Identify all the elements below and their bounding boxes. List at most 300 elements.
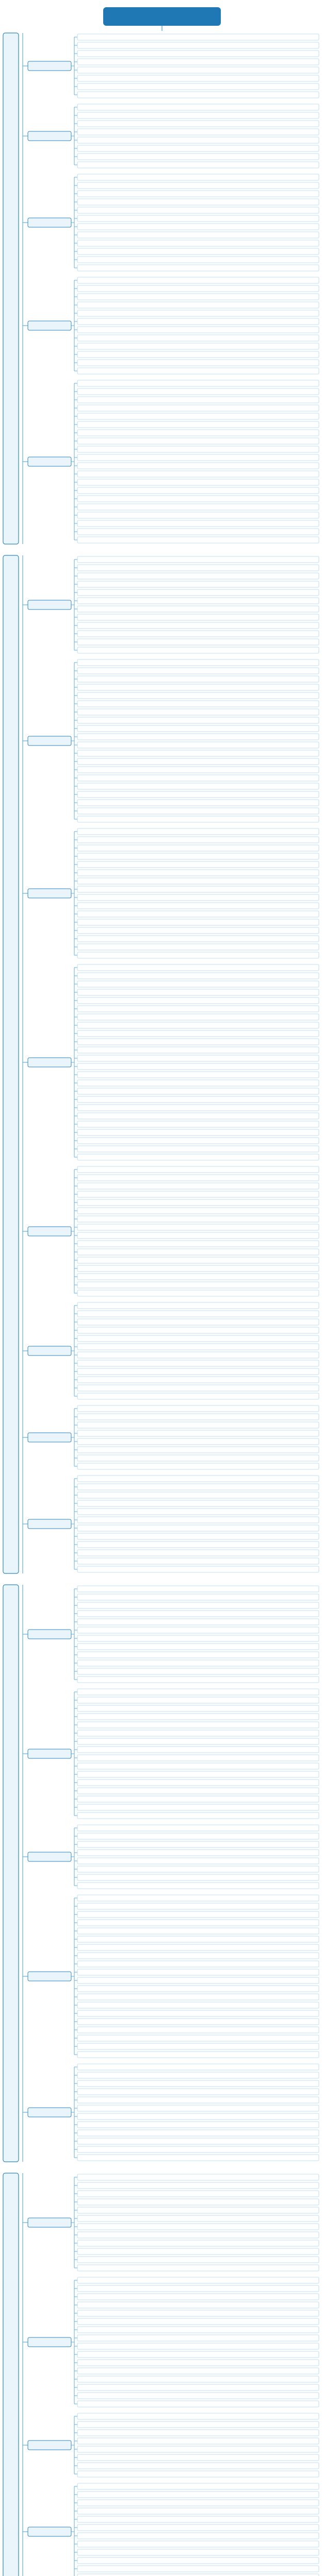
group-2-0 (23, 1586, 319, 1683)
leaf-node (77, 2351, 319, 2358)
leaf-node (77, 1302, 319, 1309)
leaf-node (77, 2097, 319, 2103)
leaf-node (77, 162, 319, 168)
leaf-node (77, 684, 319, 690)
leaf-node (77, 1274, 319, 1280)
leaf-node (77, 2240, 319, 2246)
leaf-node (77, 1841, 319, 1848)
leaf-node (77, 573, 319, 579)
group-0-2 (23, 174, 319, 271)
group-box (28, 600, 71, 609)
leaf-node (77, 589, 319, 596)
leaf-node (77, 2483, 319, 2489)
leaf-node (77, 919, 319, 925)
leaf-node (77, 240, 319, 246)
leaf-node (77, 67, 319, 73)
leaf-node (77, 1096, 319, 1103)
group-1-5 (23, 1302, 319, 1399)
leaf-node (77, 1911, 319, 1918)
leaf-node (77, 581, 319, 587)
group-box (28, 2108, 71, 2117)
leaf-node (77, 405, 319, 411)
leaf-node (77, 2232, 319, 2238)
leaf-node (77, 647, 319, 653)
leaf-node (77, 808, 319, 814)
leaf-node (77, 1920, 319, 1926)
leaf-node (77, 1327, 319, 1333)
leaf-node (77, 421, 319, 428)
group-box (28, 2218, 71, 2227)
leaf-node (77, 911, 319, 917)
leaf-node (77, 2492, 319, 2498)
leaf-node (77, 2401, 319, 2407)
leaf-node (77, 1895, 319, 1901)
group-box (28, 1058, 71, 1067)
group-3-1 (23, 2277, 319, 2407)
leaf-node (77, 2027, 319, 2033)
leaf-node (77, 1175, 319, 1181)
leaf-node (77, 1825, 319, 1831)
group-box (28, 889, 71, 898)
leaf-node (77, 310, 319, 316)
group-box (28, 2527, 71, 2536)
group-box (28, 1749, 71, 1758)
leaf-node (77, 454, 319, 461)
leaf-node (77, 446, 319, 452)
leaf-node (77, 936, 319, 942)
leaf-node (77, 2335, 319, 2341)
group-box (28, 131, 71, 141)
leaf-node (77, 327, 319, 333)
leaf-node (77, 2064, 319, 2070)
leaf-node (77, 215, 319, 222)
leaf-node (77, 878, 319, 884)
leaf-node (77, 2019, 319, 2025)
leaf-node (77, 154, 319, 160)
leaf-node (77, 2393, 319, 2399)
group-box (28, 1346, 71, 1355)
leaf-node (77, 1377, 319, 1383)
group-0-0 (23, 34, 319, 98)
leaf-node (77, 1166, 319, 1173)
leaf-node (77, 2413, 319, 2419)
leaf-node (77, 1928, 319, 1934)
leaf-node (77, 1533, 319, 1539)
section-box (3, 555, 19, 1573)
leaf-node (77, 1676, 319, 1683)
leaf-node (77, 487, 319, 494)
leaf-node (77, 1138, 319, 1144)
leaf-node (77, 2360, 319, 2366)
group-0-4 (23, 380, 319, 543)
leaf-node (77, 191, 319, 197)
leaf-node (77, 112, 319, 118)
leaf-node (77, 2248, 319, 2255)
leaf-node (77, 606, 319, 612)
leaf-node (77, 1763, 319, 1769)
leaf-node (77, 1627, 319, 1633)
leaf-node (77, 1635, 319, 1641)
leaf-node (77, 2294, 319, 2300)
leaf-node (77, 1055, 319, 1061)
leaf-node (77, 2257, 319, 2263)
leaf-node (77, 2454, 319, 2461)
leaf-node (77, 1072, 319, 1078)
leaf-node (77, 1755, 319, 1761)
leaf-node (77, 145, 319, 151)
group-1-0 (23, 556, 319, 653)
leaf-node (77, 1154, 319, 1160)
leaf-node (77, 668, 319, 674)
leaf-node (77, 1697, 319, 1703)
leaf-node (77, 1602, 319, 1608)
leaf-node (77, 1422, 319, 1428)
leaf-node (77, 1319, 319, 1325)
leaf-node (77, 1224, 319, 1230)
leaf-node (77, 1129, 319, 1136)
leaf-node (77, 1668, 319, 1674)
leaf-node (77, 504, 319, 510)
leaf-node (77, 1438, 319, 1445)
leaf-node (77, 1080, 319, 1086)
leaf-node (77, 692, 319, 699)
group-0-1 (23, 104, 319, 168)
leaf-node (77, 1883, 319, 1889)
group-box (28, 457, 71, 466)
leaf-node (77, 2224, 319, 2230)
leaf-node (77, 1290, 319, 1296)
leaf-node (77, 1146, 319, 1152)
leaf-node (77, 1006, 319, 1012)
leaf-node (77, 1977, 319, 1984)
leaf-node (77, 50, 319, 57)
leaf-node (77, 1944, 319, 1951)
leaf-node (77, 1866, 319, 1872)
leaf-node (77, 1586, 319, 1592)
leaf-node (77, 614, 319, 620)
leaf-node (77, 2574, 319, 2576)
leaf-node (77, 1463, 319, 1469)
section-box (3, 1585, 19, 2162)
leaf-node (77, 903, 319, 909)
leaf-node (77, 1191, 319, 1197)
leaf-node (77, 1969, 319, 1975)
leaf-node (77, 83, 319, 90)
leaf-node (77, 870, 319, 876)
leaf-node (77, 2430, 319, 2436)
leaf-node (77, 1393, 319, 1399)
leaf-node (77, 59, 319, 65)
group-0-3 (23, 277, 319, 374)
leaf-node (77, 2302, 319, 2308)
leaf-node (77, 2010, 319, 2016)
leaf-node (77, 742, 319, 748)
leaf-node (77, 1652, 319, 1658)
leaf-node (77, 2191, 319, 2197)
leaf-node (77, 2043, 319, 2049)
leaf-node (77, 174, 319, 180)
leaf-node (77, 318, 319, 325)
leaf-node (77, 479, 319, 485)
leaf-node (77, 2215, 319, 2222)
leaf-node (77, 1484, 319, 1490)
leaf-node (77, 1216, 319, 1222)
leaf-node (77, 1241, 319, 1247)
leaf-node (77, 2113, 319, 2120)
leaf-node (77, 2310, 319, 2316)
leaf-node (77, 783, 319, 789)
leaf-node (77, 1014, 319, 1020)
leaf-node (77, 2174, 319, 2180)
leaf-node (77, 709, 319, 715)
leaf-node (77, 1747, 319, 1753)
leaf-node (77, 207, 319, 213)
group-2-2 (23, 1825, 319, 1889)
leaf-node (77, 1335, 319, 1342)
leaf-node (77, 1705, 319, 1711)
section-3 (3, 2173, 319, 2576)
leaf-node (77, 471, 319, 477)
leaf-node (77, 182, 319, 189)
leaf-node (77, 1611, 319, 1617)
leaf-node (77, 257, 319, 263)
leaf-node (77, 1730, 319, 1736)
group-1-7 (23, 1476, 319, 1572)
leaf-node (77, 1689, 319, 1695)
leaf-node (77, 1183, 319, 1189)
leaf-node (77, 294, 319, 300)
leaf-node (77, 2327, 319, 2333)
leaf-node (77, 1430, 319, 1436)
leaf-node (77, 438, 319, 444)
leaf-node (77, 2146, 319, 2153)
leaf-node (77, 800, 319, 806)
leaf-node (77, 1738, 319, 1744)
leaf-node (77, 1903, 319, 1909)
leaf-node (77, 368, 319, 374)
leaf-node (77, 989, 319, 995)
section-0 (3, 33, 319, 544)
leaf-node (77, 886, 319, 892)
leaf-node (77, 1858, 319, 1864)
leaf-node (77, 1311, 319, 1317)
leaf-node (77, 1812, 319, 1819)
group-2-4 (23, 2064, 319, 2161)
leaf-node (77, 853, 319, 859)
leaf-node (77, 1509, 319, 1515)
group-box (28, 61, 71, 71)
leaf-node (77, 2155, 319, 2161)
leaf-node (77, 1771, 319, 1777)
leaf-node (77, 1352, 319, 1358)
leaf-node (77, 1850, 319, 1856)
leaf-node (77, 997, 319, 1004)
leaf-node (77, 2438, 319, 2444)
leaf-node (77, 1594, 319, 1600)
leaf-node (77, 199, 319, 205)
leaf-node (77, 2138, 319, 2144)
leaf-node (77, 2072, 319, 2078)
leaf-node (77, 2516, 319, 2522)
group-box (28, 736, 71, 745)
leaf-node (77, 725, 319, 732)
leaf-node (77, 775, 319, 781)
leaf-node (77, 2508, 319, 2514)
leaf-node (77, 2343, 319, 2349)
group-box (28, 321, 71, 330)
leaf-node (77, 1385, 319, 1391)
leaf-node (77, 285, 319, 292)
leaf-node (77, 1936, 319, 1942)
leaf-node (77, 2052, 319, 2058)
group-box (28, 1433, 71, 1442)
leaf-node (77, 944, 319, 950)
leaf-node (77, 2182, 319, 2189)
leaf-node (77, 1780, 319, 1786)
section-2 (3, 1585, 319, 2162)
title-box (103, 7, 221, 26)
leaf-node (77, 659, 319, 666)
leaf-node (77, 302, 319, 308)
leaf-node (77, 42, 319, 48)
leaf-node (77, 121, 319, 127)
group-box (28, 2441, 71, 2450)
leaf-node (77, 717, 319, 723)
leaf-node (77, 1265, 319, 1272)
leaf-node (77, 2384, 319, 2391)
leaf-node (77, 598, 319, 604)
mindmap-content (3, 26, 319, 2576)
group-1-6 (23, 1405, 319, 1469)
leaf-node (77, 2421, 319, 2428)
leaf-node (77, 927, 319, 934)
leaf-node (77, 1249, 319, 1255)
leaf-node (77, 1113, 319, 1119)
leaf-node (77, 1714, 319, 1720)
group-box (28, 1972, 71, 1981)
leaf-node (77, 1447, 319, 1453)
leaf-node (77, 1022, 319, 1028)
group-1-3 (23, 964, 319, 1160)
leaf-node (77, 1405, 319, 1412)
leaf-node (77, 343, 319, 349)
leaf-node (77, 2471, 319, 2477)
leaf-node (77, 1199, 319, 1206)
group-box (28, 2337, 71, 2347)
group-2-3 (23, 1895, 319, 2058)
leaf-node (77, 2265, 319, 2271)
leaf-node (77, 1643, 319, 1650)
leaf-node (77, 1368, 319, 1375)
leaf-node (77, 512, 319, 518)
leaf-node (77, 1208, 319, 1214)
leaf-node (77, 335, 319, 341)
mindmap-title-node (103, 7, 221, 26)
leaf-node (77, 104, 319, 110)
leaf-node (77, 701, 319, 707)
leaf-node (77, 430, 319, 436)
leaf-node (77, 388, 319, 395)
leaf-node (77, 1550, 319, 1556)
group-1-1 (23, 659, 319, 822)
leaf-node (77, 1558, 319, 1564)
group-box (28, 1519, 71, 1529)
leaf-node (77, 248, 319, 255)
leaf-node (77, 845, 319, 851)
section-box (3, 2173, 19, 2576)
leaf-node (77, 2089, 319, 2095)
leaf-node (77, 1804, 319, 1810)
leaf-node (77, 92, 319, 98)
leaf-node (77, 767, 319, 773)
leaf-node (77, 952, 319, 958)
leaf-node (77, 1039, 319, 1045)
leaf-node (77, 2207, 319, 2213)
leaf-node (77, 1232, 319, 1239)
group-box (28, 1630, 71, 1639)
leaf-node (77, 2080, 319, 2087)
leaf-node (77, 380, 319, 386)
leaf-node (77, 2549, 319, 2555)
leaf-node (77, 2446, 319, 2452)
group-2-1 (23, 1689, 319, 1819)
leaf-node (77, 2533, 319, 2539)
leaf-node (77, 791, 319, 798)
leaf-node (77, 360, 319, 366)
leaf-node (77, 631, 319, 637)
leaf-node (77, 1088, 319, 1094)
leaf-node (77, 676, 319, 682)
leaf-node (77, 34, 319, 40)
leaf-node (77, 75, 319, 81)
leaf-node (77, 1833, 319, 1839)
leaf-node (77, 1414, 319, 1420)
group-box (28, 1227, 71, 1236)
leaf-node (77, 496, 319, 502)
leaf-node (77, 1660, 319, 1666)
leaf-node (77, 1063, 319, 1070)
leaf-node (77, 1517, 319, 1523)
leaf-node (77, 265, 319, 271)
leaf-node (77, 1030, 319, 1037)
leaf-node (77, 2463, 319, 2469)
leaf-node (77, 397, 319, 403)
leaf-node (77, 1994, 319, 2000)
leaf-node (77, 1455, 319, 1461)
leaf-node (77, 277, 319, 283)
leaf-node (77, 828, 319, 835)
leaf-node (77, 2500, 319, 2506)
leaf-node (77, 413, 319, 419)
leaf-node (77, 1105, 319, 1111)
leaf-node (77, 137, 319, 143)
leaf-node (77, 2524, 319, 2531)
group-1-2 (23, 828, 319, 958)
leaf-node (77, 1257, 319, 1263)
leaf-node (77, 1953, 319, 1959)
leaf-node (77, 861, 319, 868)
leaf-node (77, 520, 319, 527)
leaf-node (77, 622, 319, 629)
leaf-node (77, 1796, 319, 1802)
section-box (3, 33, 19, 544)
leaf-node (77, 1722, 319, 1728)
leaf-node (77, 129, 319, 135)
leaf-node (77, 463, 319, 469)
leaf-node (77, 1476, 319, 1482)
leaf-node (77, 1619, 319, 1625)
leaf-node (77, 224, 319, 230)
